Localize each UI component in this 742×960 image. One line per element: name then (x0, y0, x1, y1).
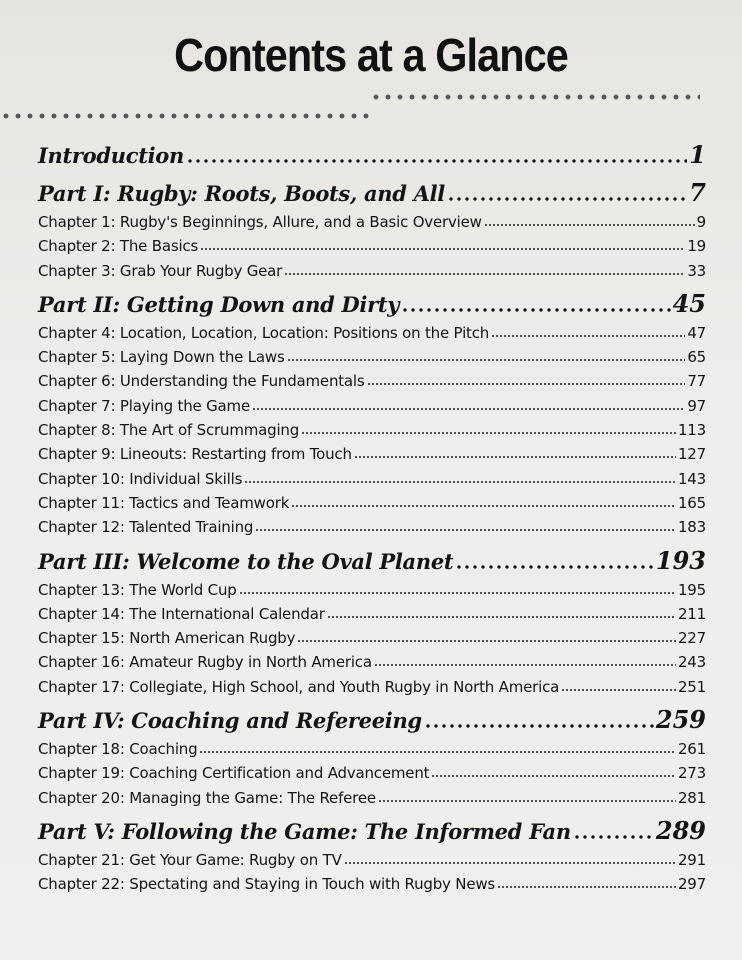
chapter-entry (38, 234, 706, 258)
chapter-entry (38, 491, 706, 515)
dot-leader (255, 528, 676, 532)
dot-leader (244, 480, 676, 484)
chapter-title: Chapter 14: The International Calendar (38, 604, 325, 623)
chapter-entry (38, 675, 706, 699)
chapter-title: Chapter 16: Amateur Rugby in North America (38, 653, 372, 672)
dot-leader (301, 431, 676, 435)
chapter-title: Chapter 19: Coaching Certification and Advancement (38, 764, 430, 783)
chapter-entry (38, 259, 706, 283)
dot-leader (374, 663, 676, 667)
chapter-title: Chapter 5: Laying Down the Laws (38, 348, 285, 367)
page-number: 97 (687, 396, 706, 415)
chapter-entry (38, 786, 706, 810)
chapter-entry (38, 210, 706, 234)
dot-leader (431, 774, 676, 778)
chapter-entry (38, 848, 706, 872)
part-title: Introduction (38, 143, 184, 168)
dot-leader (239, 591, 676, 595)
chapter-entry (38, 737, 706, 761)
chapter-entry (38, 442, 706, 466)
page-number: 47 (687, 323, 706, 342)
chapter-title: Chapter 4: Location, Location, Location: Positions on the Pitch (38, 323, 490, 342)
page-number: 297 (677, 875, 706, 894)
contents-list (38, 118, 706, 897)
page-number: 273 (677, 764, 706, 783)
dot-leader (344, 861, 676, 865)
chapter-title: Chapter 22: Spectating and Staying in Touch with Rugby News (38, 875, 496, 894)
chapter-entry (38, 467, 706, 491)
dot-leader (186, 159, 687, 163)
page-number: 259 (655, 705, 706, 735)
chapter-title: Chapter 9: Lineouts: Restarting from Touch (38, 445, 352, 464)
page-number: 127 (677, 445, 706, 464)
dot-leader (327, 615, 676, 619)
dot-leader (291, 504, 676, 508)
page-number: 33 (687, 261, 706, 280)
chapter-title: Chapter 20: Managing the Game: The Referee (38, 788, 376, 807)
dot-leader (252, 407, 685, 411)
part-title: Part V: Following the Game: The Informed Fan (38, 818, 571, 844)
page-number: 45 (672, 288, 706, 318)
dot-leader (200, 247, 685, 251)
dot-leader (424, 724, 654, 728)
dot-leader (287, 358, 686, 362)
chapter-title: Chapter 18: Coaching (38, 740, 198, 759)
page-number: 1 (689, 140, 706, 169)
chapter-entry (38, 602, 706, 626)
chapter-entry (38, 872, 706, 896)
page-number: 281 (677, 788, 706, 807)
dot-leader (401, 308, 670, 312)
chapter-title: Chapter 17: Collegiate, High School, and Youth Rugby in North America (38, 677, 560, 696)
chapter-entry (38, 578, 706, 602)
chapter-title: Chapter 6: Understanding the Fundamentals (38, 372, 365, 391)
chapter-title: Chapter 8: The Art of Scrummaging (38, 421, 300, 440)
part-title: Part II: Getting Down and Dirty (38, 291, 400, 317)
dot-leader (484, 223, 695, 227)
chapter-title: Chapter 12: Talented Training (38, 518, 254, 537)
dot-leader (455, 565, 654, 569)
dot-leader (297, 639, 676, 643)
page-number: 113 (677, 421, 706, 440)
chapter-title: Chapter 2: The Basics (38, 237, 199, 256)
part-heading-part-iii (38, 544, 706, 578)
chapter-title: Chapter 1: Rugby's Beginnings, Allure, and a Basic Overview (38, 213, 482, 231)
chapter-title: Chapter 13: The World Cup (38, 580, 237, 599)
page-number: 243 (677, 653, 706, 672)
page-number: 261 (677, 740, 706, 759)
part-title: Part III: Welcome to the Oval Planet (38, 548, 454, 574)
page-number: 9 (696, 213, 706, 231)
dot-leader (561, 688, 676, 692)
part-heading-part-i (38, 176, 706, 210)
dot-leader (573, 835, 654, 839)
chapter-entry (38, 650, 706, 674)
title-dot-rule-upper (370, 93, 700, 101)
chapter-title: Chapter 21: Get Your Game: Rugby on TV (38, 850, 342, 869)
dot-leader (491, 334, 685, 338)
dot-leader (367, 382, 686, 386)
chapter-entry (38, 515, 706, 539)
chapter-title: Chapter 15: North American Rugby (38, 629, 296, 648)
page-number: 65 (687, 348, 706, 367)
chapter-entry (38, 394, 706, 418)
chapter-entry (38, 418, 706, 442)
page-number: 7 (689, 178, 706, 207)
part-title: Part IV: Coaching and Refereeing (38, 708, 422, 734)
page-number: 227 (677, 629, 706, 648)
chapter-title: Chapter 3: Grab Your Rugby Gear (38, 261, 283, 280)
page-number: 165 (677, 493, 706, 512)
page-number: 289 (655, 815, 706, 845)
page-number: 251 (677, 677, 706, 696)
chapter-title: Chapter 11: Tactics and Teamwork (38, 493, 290, 512)
part-heading-part-ii (38, 287, 706, 321)
page-number: 193 (655, 545, 706, 575)
part-heading-part-iv (38, 703, 706, 737)
dot-leader (497, 885, 676, 889)
chapter-entry (38, 345, 706, 369)
dot-leader (284, 272, 685, 276)
page-number: 19 (687, 237, 706, 256)
chapter-entry (38, 321, 706, 345)
chapter-entry (38, 761, 706, 785)
dot-leader (354, 455, 676, 459)
dot-leader (447, 197, 687, 201)
page-number: 291 (677, 850, 706, 869)
part-heading-part-v (38, 814, 706, 848)
chapter-title: Chapter 10: Individual Skills (38, 469, 243, 488)
page-number: 143 (677, 469, 706, 488)
part-heading-introduction (38, 138, 706, 172)
page-title: Contents at a Glance (174, 29, 568, 81)
chapter-title: Chapter 7: Playing the Game (38, 396, 250, 415)
page-number: 211 (677, 604, 706, 623)
dot-leader (378, 799, 676, 803)
part-title: Part I: Rugby: Roots, Boots, and All (38, 181, 445, 206)
page-number: 195 (677, 580, 706, 599)
page-number: 183 (677, 518, 706, 537)
dot-leader (199, 750, 676, 754)
page-number: 77 (687, 372, 706, 391)
chapter-entry (38, 369, 706, 393)
chapter-entry (38, 626, 706, 650)
